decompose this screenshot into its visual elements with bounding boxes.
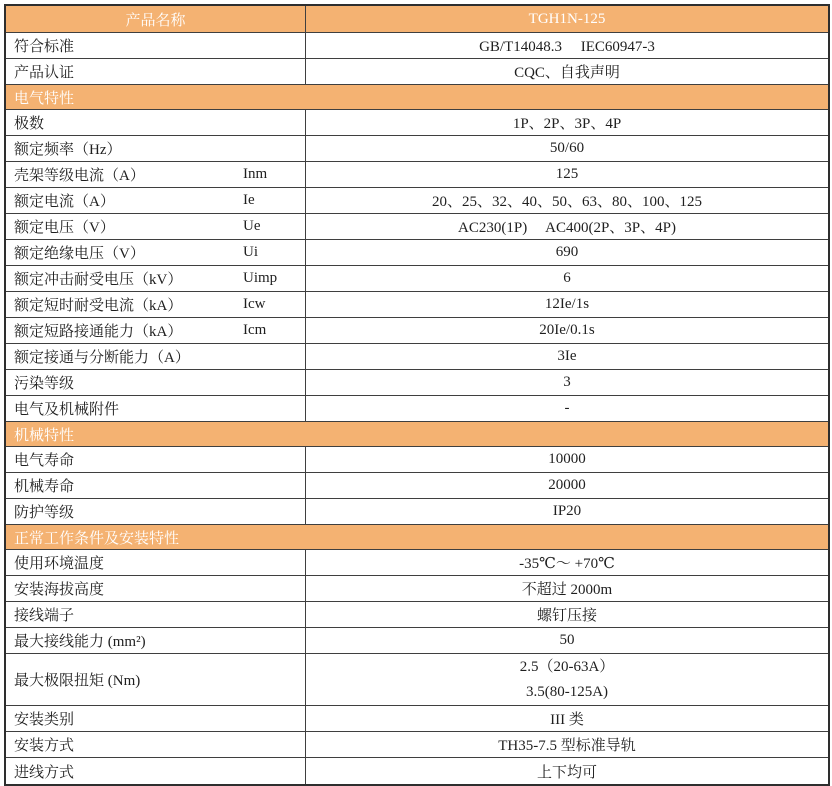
table-row xyxy=(6,292,828,318)
row-label: 额定短路接通能力（kA） xyxy=(14,324,183,340)
row-label: 防护等级 xyxy=(14,505,75,521)
row-value: GB/T14048.3 IEC60947-3 xyxy=(479,39,655,55)
row-value: 12Ie/1s xyxy=(544,296,590,312)
row-label: 额定频率（Hz） xyxy=(14,142,122,158)
row-label: 机械寿命 xyxy=(14,479,75,495)
row-label: 使用环境温度 xyxy=(14,556,105,572)
table-row xyxy=(6,550,828,576)
table-row xyxy=(6,59,828,85)
row-value: 50/60 xyxy=(549,140,585,156)
row-label: 安装类别 xyxy=(14,712,75,728)
row-value: TH35-7.5 型标准导轨 xyxy=(498,738,636,754)
table-row-torque xyxy=(6,654,828,706)
row-label: 安装海拔高度 xyxy=(14,582,105,598)
row-symbol: Icw xyxy=(243,296,266,312)
row-value: 20、25、32、40、50、63、80、100、125 xyxy=(431,194,702,210)
row-value-line1: 2.5（20-63A） xyxy=(519,658,615,675)
product-model: TGH1N-125 xyxy=(306,6,828,32)
row-value: 20000 xyxy=(548,477,586,493)
table-row xyxy=(6,214,828,240)
table-row xyxy=(6,318,828,344)
row-label: 最大接线能力 (mm²) xyxy=(14,634,146,650)
section-header-mechanical: 机械特性 xyxy=(6,422,828,447)
row-value: - xyxy=(564,400,570,416)
row-label: 额定电流（A） xyxy=(14,194,115,210)
row-label: 最大极限扭矩 (Nm) xyxy=(14,673,141,689)
row-value-line2: 3.5(80-125A) xyxy=(525,683,609,700)
row-value: 50 xyxy=(559,632,575,648)
row-label: 进线方式 xyxy=(14,764,75,781)
table-row xyxy=(6,370,828,396)
row-value: CQC、自我声明 xyxy=(514,65,620,81)
table-row xyxy=(6,162,828,188)
table-row xyxy=(6,33,828,59)
row-value: 不超过 2000m xyxy=(521,582,613,598)
row-value: 10000 xyxy=(548,451,586,467)
row-label: 接线端子 xyxy=(14,608,75,624)
row-symbol: Icm xyxy=(243,322,267,338)
table-row xyxy=(6,732,828,758)
row-label: 电气及机械附件 xyxy=(14,402,120,418)
table-row xyxy=(6,499,828,525)
row-value: 螺钉压接 xyxy=(536,608,597,624)
row-label: 产品认证 xyxy=(14,65,75,81)
table-row xyxy=(6,473,828,499)
section-header-electrical: 电气特性 xyxy=(6,85,828,110)
product-spec-table xyxy=(4,4,830,786)
row-value: 3 xyxy=(563,374,571,390)
table-row xyxy=(6,136,828,162)
row-value: 690 xyxy=(555,244,579,260)
row-value: III 类 xyxy=(550,712,584,728)
row-symbol: Uimp xyxy=(243,270,278,286)
row-value: 上下均可 xyxy=(536,764,597,781)
row-value: AC230(1P) AC400(2P、3P、4P) xyxy=(458,220,676,236)
row-label: 电气寿命 xyxy=(14,453,75,469)
table-row xyxy=(6,344,828,370)
row-value: 6 xyxy=(563,270,571,286)
row-label: 额定短时耐受电流（kA） xyxy=(14,298,183,314)
row-value: 3Ie xyxy=(557,348,577,364)
table-row xyxy=(6,628,828,654)
row-label: 壳架等级电流（A） xyxy=(14,168,145,184)
table-row xyxy=(6,447,828,473)
row-label: 符合标准 xyxy=(14,39,75,55)
table-row xyxy=(6,396,828,422)
row-label: 极数 xyxy=(14,116,45,132)
section-header-installation: 正常工作条件及安装特性 xyxy=(6,525,828,550)
row-value: 20Ie/0.1s xyxy=(539,322,595,338)
table-row xyxy=(6,758,828,784)
table-row xyxy=(6,266,828,292)
product-name-header: 产品名称 xyxy=(6,6,306,32)
table-header-row xyxy=(6,6,828,33)
row-label: 额定绝缘电压（V） xyxy=(14,246,145,262)
row-symbol: Ue xyxy=(243,218,261,234)
row-symbol: Ui xyxy=(243,244,258,260)
row-value: 1P、2P、3P、4P xyxy=(512,116,622,132)
row-symbol: Ie xyxy=(243,192,255,208)
row-label: 额定冲击耐受电压（kV） xyxy=(14,272,183,288)
table-row xyxy=(6,240,828,266)
table-row xyxy=(6,706,828,732)
row-label: 额定电压（V） xyxy=(14,220,115,236)
table-row xyxy=(6,188,828,214)
row-value: 125 xyxy=(555,166,579,182)
row-value: -35℃～ +70℃ xyxy=(519,556,615,572)
row-label: 污染等级 xyxy=(14,376,75,392)
row-label: 安装方式 xyxy=(14,738,75,754)
table-row xyxy=(6,110,828,136)
row-value: IP20 xyxy=(552,503,582,519)
row-label: 额定接通与分断能力（A） xyxy=(14,350,190,366)
row-symbol: Inm xyxy=(243,166,268,182)
table-row xyxy=(6,602,828,628)
table-row xyxy=(6,576,828,602)
